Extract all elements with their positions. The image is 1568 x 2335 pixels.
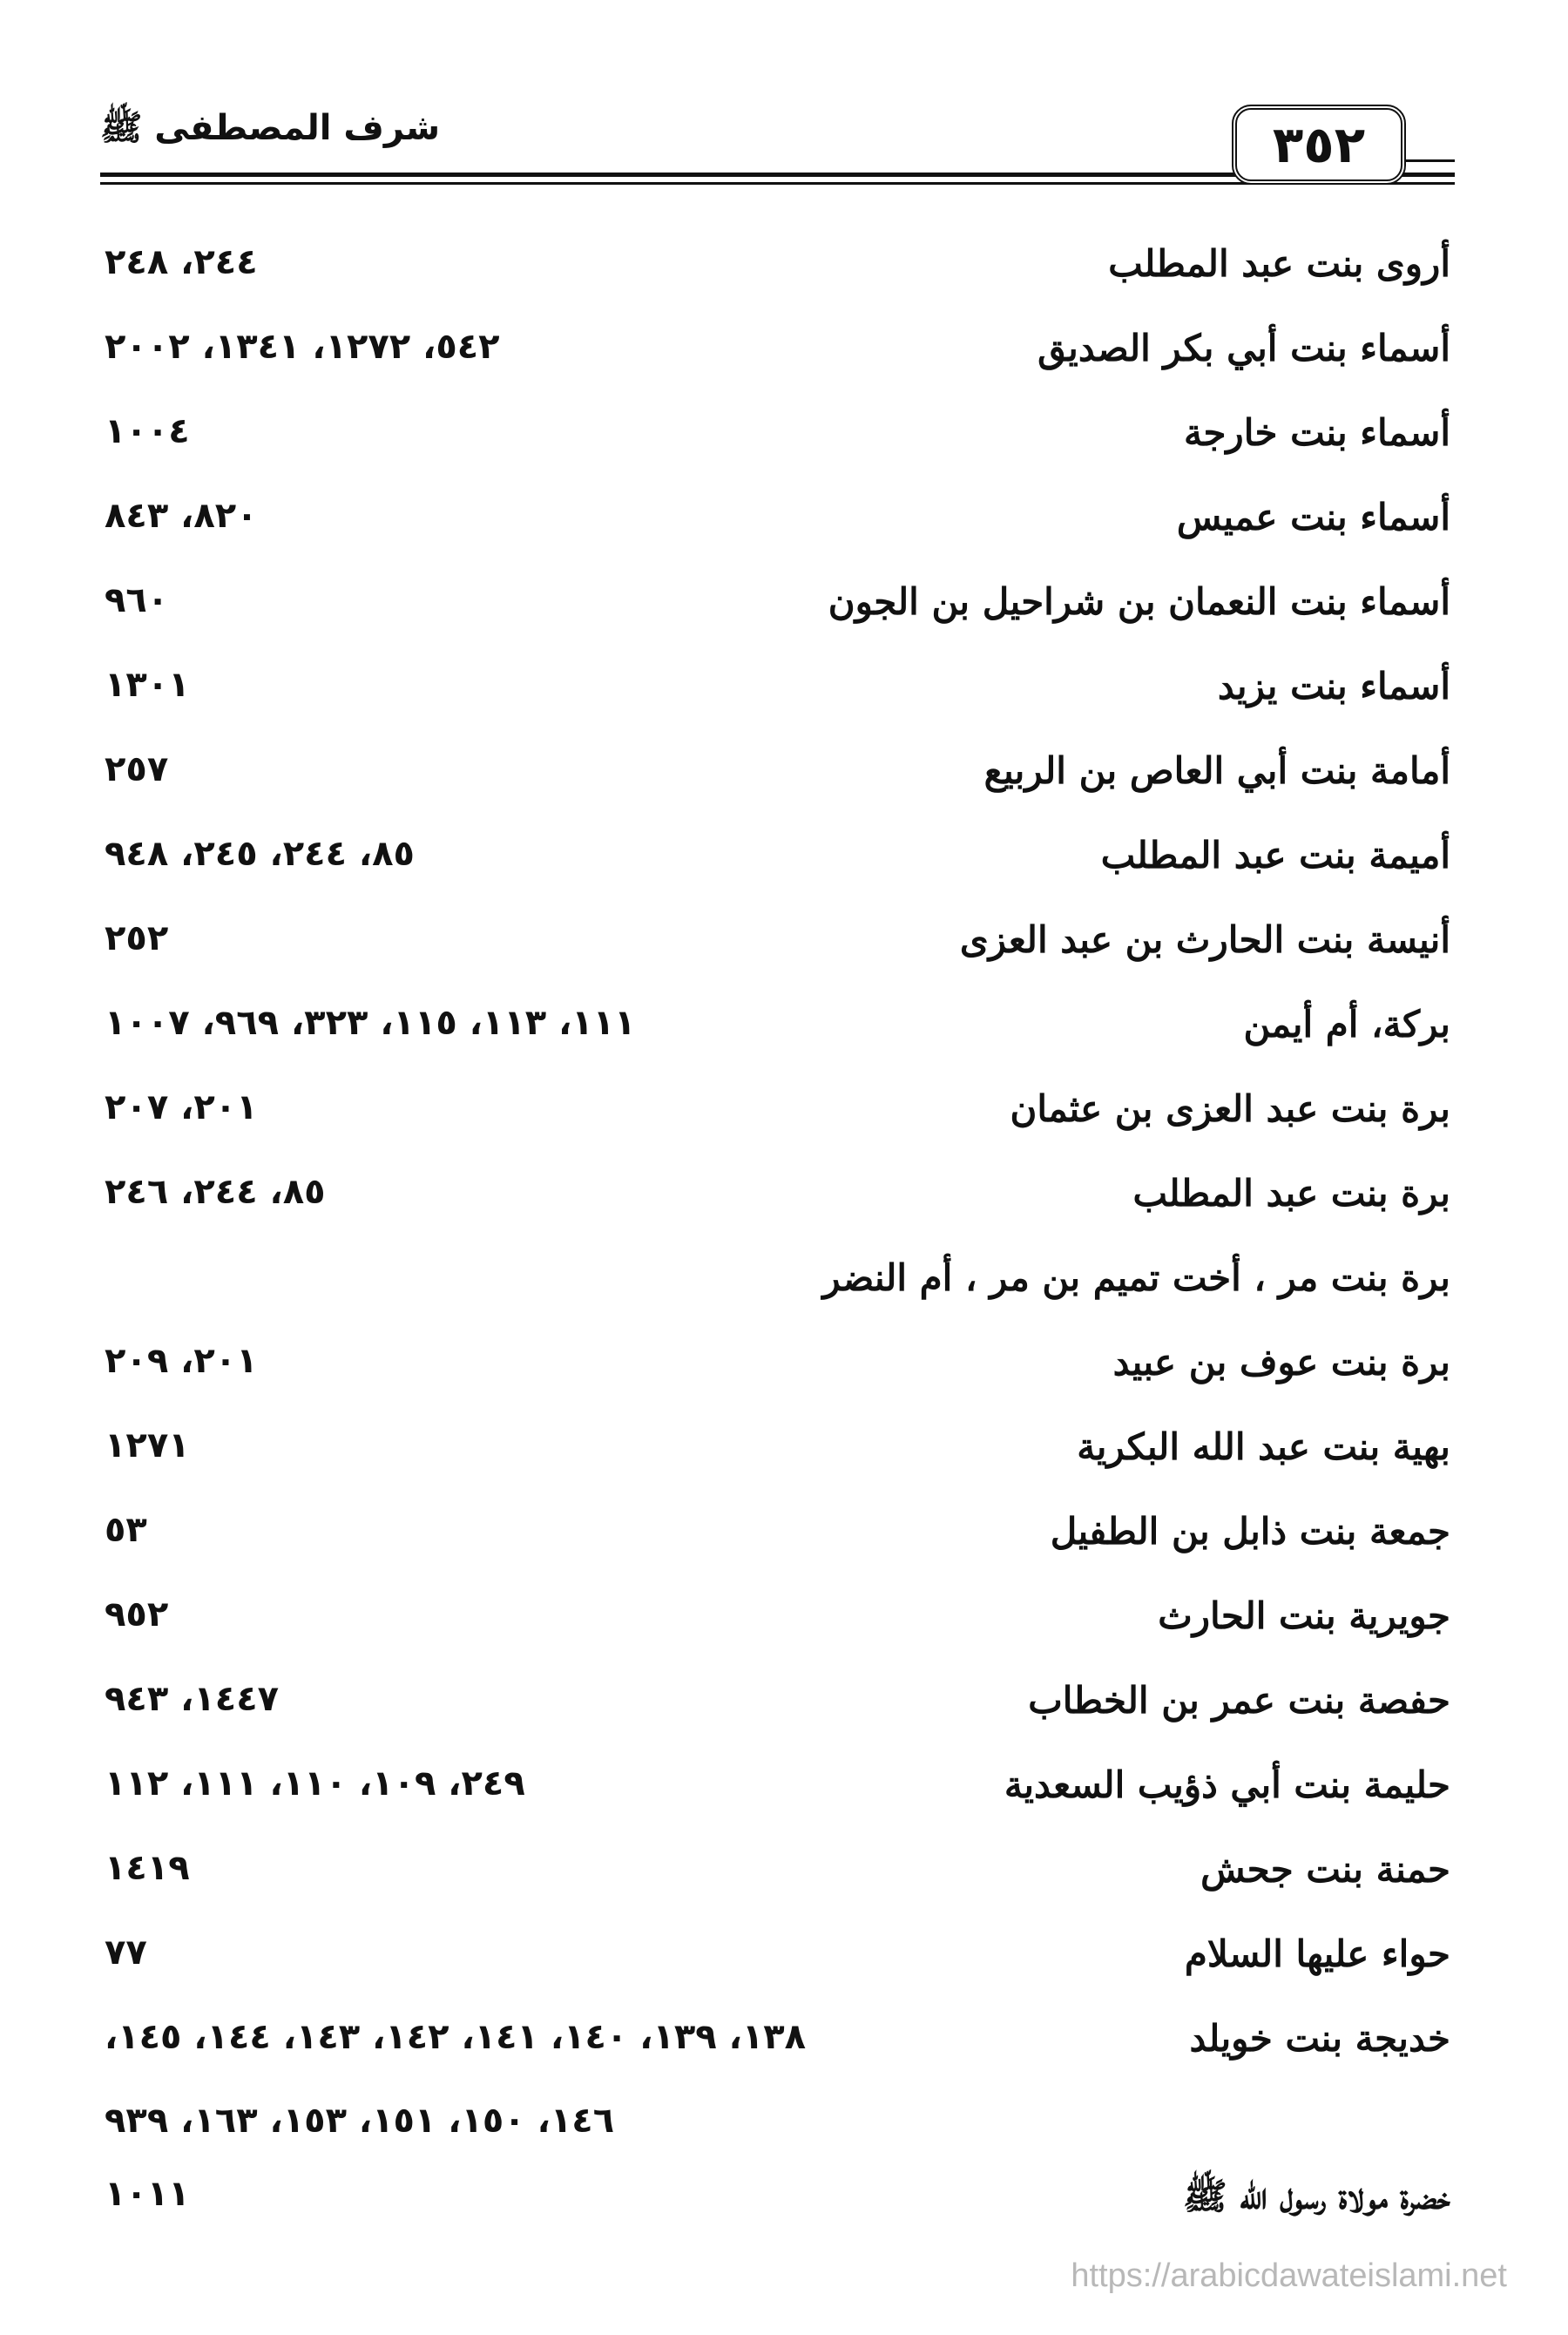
index-entry: [105, 1165, 1450, 1249]
entry-pages: ٩٦٠: [105, 580, 169, 620]
entry-pages-continued: ١٤٦، ١٥٠، ١٥١، ١٥٣، ١٦٣، ٩٣٩: [105, 2101, 615, 2141]
index-entry: [105, 573, 1450, 658]
index-entry: [105, 1080, 1450, 1165]
entry-pages: ٥٣: [105, 1510, 147, 1550]
entry-name: أسماء بنت يزيد: [1217, 665, 1450, 707]
header-rule-right: [1402, 159, 1455, 175]
entry-pages: ٢٥٧: [105, 749, 169, 789]
entry-name: أسماء بنت خارجة: [1183, 411, 1450, 454]
index-entry: [105, 1756, 1450, 1841]
index-entry: [105, 1841, 1450, 1926]
entry-pages: ١١١، ١١٣، ١١٥، ٣٢٣، ٩٦٩، ١٠٠٧: [105, 1003, 636, 1043]
entry-pages: ١٣٨، ١٣٩، ١٤٠، ١٤١، ١٤٢، ١٤٣، ١٤٤، ١٤٥،: [105, 2017, 807, 2057]
entry-pages: ٢٥٢: [105, 918, 169, 958]
index-entry: [105, 1418, 1450, 1503]
entry-name: أمامة بنت أبي العاص بن الربيع: [983, 749, 1450, 792]
entry-pages: ١٤١٩: [105, 1848, 190, 1888]
index-entry: [105, 1587, 1450, 1672]
entry-pages: ٢٠١، ٢٠٩: [105, 1341, 258, 1381]
entry-name: برة بنت مر ، أخت تميم بن مر ، أم النضر: [822, 1256, 1450, 1299]
entry-name: جمعة بنت ذابل بن الطفيل: [1050, 1510, 1450, 1553]
entry-pages: ١٤٤٧، ٩٤٣: [105, 1679, 280, 1719]
index-entry: [105, 742, 1450, 827]
entry-name: خديجة بنت خويلد: [1189, 2017, 1450, 2060]
index-entry: [105, 1926, 1450, 2010]
entry-pages: ١٣٠١: [105, 665, 190, 705]
index-entry: [105, 2010, 1450, 2167]
index-entry: [105, 2167, 1450, 2251]
entry-pages: ٥٤٢، ١٢٧٢، ١٣٤١، ٢٠٠٢: [105, 327, 500, 367]
entry-name: أنيسة بنت الحارث بن عبد العزى: [959, 918, 1450, 961]
watermark-url: https://arabicdawateislami.net: [1071, 2257, 1507, 2294]
page-number: ٣٥٢: [1232, 105, 1406, 185]
page-header: [100, 105, 1455, 192]
entry-name: أسماء بنت النعمان بن شراحيل بن الجون: [828, 580, 1450, 623]
index-entry: [105, 1334, 1450, 1418]
entry-pages: ٧٧: [105, 1932, 147, 1973]
index-entry: [105, 320, 1450, 404]
entry-name: حواء عليها السلام: [1184, 1932, 1450, 1975]
index-entry: [105, 996, 1450, 1080]
entry-name: بهية بنت عبد الله البكرية: [1077, 1425, 1450, 1468]
entry-pages: ٩٥٢: [105, 1594, 169, 1634]
entry-name: أروى بنت عبد المطلب: [1108, 242, 1450, 285]
entry-pages: ٨٥، ٢٤٤، ٢٤٦: [105, 1172, 326, 1212]
index-entry: [105, 911, 1450, 996]
index-entry: [105, 404, 1450, 489]
entry-pages: ١٠١١: [105, 2174, 190, 2214]
entry-name: بركة، أم أيمن: [1243, 1003, 1450, 1046]
index-entry: [105, 489, 1450, 573]
entry-name: أسماء بنت عميس: [1176, 496, 1450, 538]
entry-name: حليمة بنت أبي ذؤيب السعدية: [1004, 1763, 1450, 1806]
entry-pages: ٢٠١، ٢٠٧: [105, 1087, 258, 1127]
entry-name: برة بنت عوف بن عبيد: [1112, 1341, 1450, 1384]
entry-pages: ٢٤٩، ١٠٩، ١١٠، ١١١، ١١٢: [105, 1763, 525, 1804]
entry-pages: ٨٢٠، ٨٤٣: [105, 496, 258, 536]
entry-name: برة بنت عبد العزى بن عثمان: [1010, 1087, 1450, 1130]
entry-name: أميمة بنت عبد المطلب: [1100, 834, 1450, 876]
entry-pages: ١٢٧١: [105, 1425, 190, 1465]
entry-name: حفصة بنت عمر بن الخطاب: [1028, 1679, 1450, 1722]
entry-pages: ٨٥، ٢٤٤، ٢٤٥، ٩٤٨: [105, 834, 415, 874]
running-title: شرف المصطفى ﷺ: [100, 108, 441, 148]
index-entry: [105, 1503, 1450, 1587]
index-entry: [105, 235, 1450, 320]
index-entry: [105, 658, 1450, 742]
name-index-list: [105, 235, 1450, 2251]
entry-name: برة بنت عبد المطلب: [1132, 1172, 1450, 1215]
index-entry: [105, 1249, 1450, 1334]
entry-pages: ٢٤٤، ٢٤٨: [105, 242, 258, 282]
index-entry: [105, 827, 1450, 911]
entry-name: خضرة مولاة رسول الله ﷺ: [1182, 2175, 1450, 2217]
entry-name: أسماء بنت أبي بكر الصديق: [1037, 327, 1450, 369]
entry-name: حمنة بنت جحش: [1200, 1848, 1450, 1891]
index-entry: [105, 1672, 1450, 1756]
entry-pages: ١٠٠٤: [105, 411, 190, 451]
entry-name: جويرية بنت الحارث: [1158, 1594, 1450, 1637]
